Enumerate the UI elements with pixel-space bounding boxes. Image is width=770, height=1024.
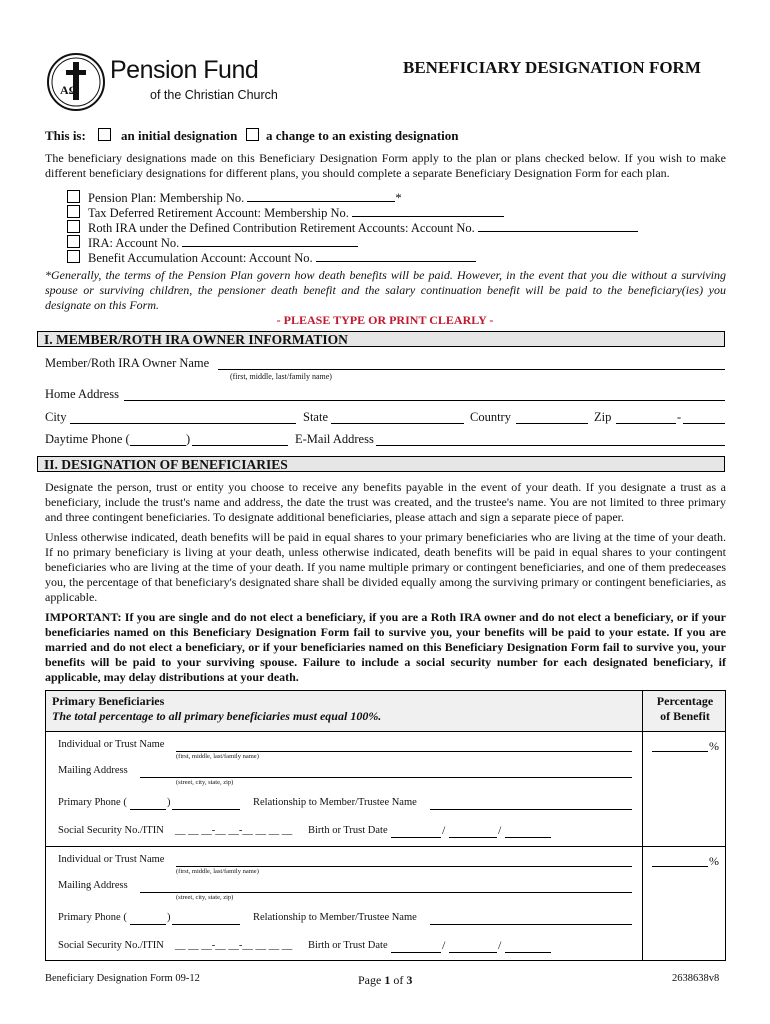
state-label: State <box>303 410 328 424</box>
beneficiary-2-name-hint: (first, middle, last/family name) <box>176 868 259 875</box>
city-label: City <box>45 410 67 424</box>
percent-sign: % <box>709 854 719 868</box>
footer-form-id: Beneficiary Designation Form 09-12 <box>45 973 200 984</box>
beneficiary-1-phone-area[interactable] <box>130 808 166 810</box>
footer-doc-code: 2638638v8 <box>672 973 720 984</box>
plan-item-tdra: Tax Deferred Retirement Account: Membership No. <box>67 204 638 219</box>
plan-list <box>67 189 638 264</box>
beneficiary-1-name-input[interactable] <box>176 750 632 752</box>
beneficiary-2-birth-month[interactable] <box>391 951 441 953</box>
pension-note: *Generally, the terms of the Pension Plan govern how death benefits will be paid. However, in the event that you die without a surviving spouse or surviving children, the pensioner death benefit and the salary continuation benefit will be paid to the beneficiary(ies) you designate on this Form. <box>45 268 726 312</box>
plan-item-ira: IRA: Account No. <box>67 234 638 249</box>
benefit-header: of Benefit <box>660 709 710 723</box>
date-slash: / <box>442 938 446 952</box>
member-name-label: Member/Roth IRA Owner Name <box>45 356 210 370</box>
change-designation-checkbox[interactable] <box>246 128 259 141</box>
home-address-input[interactable] <box>124 387 725 401</box>
country-input[interactable] <box>516 410 588 424</box>
beneficiary-2-relationship-input[interactable] <box>430 923 632 925</box>
beneficiary-1-phone-label: Primary Phone ( <box>58 797 127 808</box>
plan-number-field[interactable] <box>247 189 395 202</box>
beneficiary-2-phone-input[interactable] <box>172 923 240 925</box>
beneficiary-1-mail-input[interactable] <box>140 776 632 778</box>
beneficiary-1-birth-label: Birth or Trust Date <box>308 825 388 836</box>
date-slash: / <box>442 823 446 837</box>
section-member-info-header: I. MEMBER/ROTH IRA OWNER INFORMATION <box>37 331 725 347</box>
beneficiary-1-birth-day[interactable] <box>449 836 497 838</box>
zip-ext-input[interactable] <box>683 410 725 424</box>
phone-area-input[interactable] <box>130 432 186 446</box>
initial-designation-checkbox[interactable] <box>98 128 111 141</box>
beneficiary-1-birth-year[interactable] <box>505 836 551 838</box>
member-name-input[interactable] <box>218 356 725 370</box>
print-notice: - PLEASE TYPE OR PRINT CLEARLY - <box>276 313 494 327</box>
daytime-phone-label: Daytime Phone ( <box>45 432 130 446</box>
date-slash: / <box>498 938 502 952</box>
phone-close-paren: ) <box>186 432 191 446</box>
plan-number-field[interactable] <box>182 234 358 247</box>
beneficiary-2-ssn-label: Social Security No./ITIN <box>58 940 164 951</box>
section-designation-header: II. DESIGNATION OF BENEFICIARIES <box>37 456 725 472</box>
plan-number-field[interactable] <box>316 249 476 262</box>
pension-fund-seal-icon <box>46 50 110 114</box>
state-input[interactable] <box>331 410 464 424</box>
form-title: BENEFICIARY DESIGNATION FORM <box>403 58 701 77</box>
initial-designation-label: an initial designation <box>121 128 238 143</box>
beneficiary-2-phone-label: Primary Phone ( <box>58 912 127 923</box>
phone-close-paren: ) <box>167 797 171 808</box>
beneficiary-1-ssn-input[interactable]: __ __ __-__ __-__ __ __ __ <box>175 825 293 836</box>
beneficiary-1-relationship-label: Relationship to Member/Trustee Name <box>253 797 417 808</box>
plan-number-field[interactable] <box>478 219 638 232</box>
designation-paragraph-1: Designate the person, trust or entity you choose to receive any benefits payable in the event of your death. If you designate a trust as a beneficiary, include the trust's name and address, the date the trust was created, and the trustee's name. You are not limited to three primary and three contingent beneficiaries. To designate additional beneficiaries, please attach and sign a separate piece of paper. <box>45 480 726 524</box>
zip-input[interactable] <box>616 410 676 424</box>
beneficiary-1-name-label: Individual or Trust Name <box>58 739 165 750</box>
beneficiary-2-birth-year[interactable] <box>505 951 551 953</box>
designation-label: This is: <box>45 128 86 143</box>
zip-label: Zip <box>594 410 612 424</box>
beneficiary-2-birth-label: Birth or Trust Date <box>308 940 388 951</box>
beneficiary-1-name-hint: (first, middle, last/family name) <box>176 753 259 760</box>
beneficiary-2-ssn-input[interactable]: __ __ __-__ __-__ __ __ __ <box>175 940 293 951</box>
date-slash: / <box>498 823 502 837</box>
plan-checkbox[interactable] <box>67 235 80 248</box>
plan-number-field[interactable] <box>352 204 504 217</box>
logo-name: Pension Fund <box>110 56 259 84</box>
percent-sign: % <box>709 739 719 753</box>
beneficiary-2-percent-input[interactable] <box>652 865 708 867</box>
member-name-hint: (first, middle, last/family name) <box>230 372 332 381</box>
phone-close-paren: ) <box>167 912 171 923</box>
email-input[interactable] <box>376 432 725 446</box>
designation-paragraph-2: Unless otherwise indicated, death benefits will be paid in equal shares to your primary beneficiaries who are living at the time of your death. If no primary beneficiary is living at your death, unless otherwise indicated, death benefits will be paid in equal shares to your contingent beneficiaries who are living at the time of your death. If you name multiple primary or contingent beneficiaries, and one of them predeceases you, the percentage of that beneficiary's designated share shall be divided equally among the surviving primary or contingent beneficiaries, as applicable. <box>45 530 726 604</box>
beneficiary-1-mail-hint: (street, city, state, zip) <box>176 779 234 786</box>
beneficiary-1-relationship-input[interactable] <box>430 808 632 810</box>
plan-checkbox[interactable] <box>67 205 80 218</box>
primary-beneficiaries-title: Primary Beneficiaries <box>52 694 165 708</box>
logo <box>46 50 306 120</box>
percentage-header: Percentage <box>656 694 714 708</box>
seal-letters: AΩ <box>60 83 79 97</box>
beneficiary-2-mail-input[interactable] <box>140 891 632 893</box>
country-label: Country <box>470 410 511 424</box>
home-address-label: Home Address <box>45 387 119 401</box>
beneficiary-1-percent-input[interactable] <box>652 750 708 752</box>
logo-subname: of the Christian Church <box>150 88 278 102</box>
plan-checkbox[interactable] <box>67 190 80 203</box>
plan-checkbox[interactable] <box>67 220 80 233</box>
beneficiary-1-ssn-label: Social Security No./ITIN <box>58 825 164 836</box>
beneficiary-1-mail-label: Mailing Address <box>58 765 128 776</box>
intro-paragraph: The beneficiary designations made on this Beneficiary Designation Form apply to the plan or plans checked below. If you wish to make different beneficiary designations for different plans, you should complete a separate Beneficiary Designation Form for each plan. <box>45 151 726 180</box>
beneficiary-2-relationship-label: Relationship to Member/Trustee Name <box>253 912 417 923</box>
plan-item-baa: Benefit Accumulation Account: Account No. <box>67 249 638 264</box>
beneficiary-2-mail-hint: (street, city, state, zip) <box>176 894 234 901</box>
primary-beneficiaries-table <box>45 690 726 961</box>
plan-checkbox[interactable] <box>67 250 80 263</box>
email-label: E-Mail Address <box>295 432 374 446</box>
zip-dash: - <box>677 410 682 424</box>
beneficiary-1-phone-input[interactable] <box>172 808 240 810</box>
beneficiary-2-name-input[interactable] <box>176 865 632 867</box>
beneficiary-1-birth-month[interactable] <box>391 836 441 838</box>
beneficiary-2-mail-label: Mailing Address <box>58 880 128 891</box>
city-input[interactable] <box>70 410 296 424</box>
beneficiary-2-birth-day[interactable] <box>449 951 497 953</box>
page-indicator: Page 1 of 3 <box>358 973 413 987</box>
beneficiary-2-name-label: Individual or Trust Name <box>58 854 165 865</box>
primary-total-note: The total percentage to all primary beneficiaries must equal 100%. <box>52 709 382 723</box>
important-notice: IMPORTANT: If you are single and do not elect a beneficiary, if you are a Roth IRA owner and do not elect a beneficiary, or if your beneficiaries named on this Beneficiary Designation Form fail to survive you, your benefits will be paid to your estate. If you are married and do not elect a beneficiary, or if your beneficiaries named on this Beneficiary Designation Form fail to survive you, your benefits will be paid to your surviving spouse. Failure to include a social security number for each designated beneficiary, if applicable, may delay distributions at your death. <box>45 610 726 684</box>
change-designation-label: a change to an existing designation <box>266 128 459 143</box>
beneficiary-2-phone-area[interactable] <box>130 923 166 925</box>
plan-item-pension: Pension Plan: Membership No. * <box>67 189 638 204</box>
phone-number-input[interactable] <box>192 432 288 446</box>
plan-item-roth: Roth IRA under the Defined Contribution Retirement Accounts: Account No. <box>67 219 638 234</box>
